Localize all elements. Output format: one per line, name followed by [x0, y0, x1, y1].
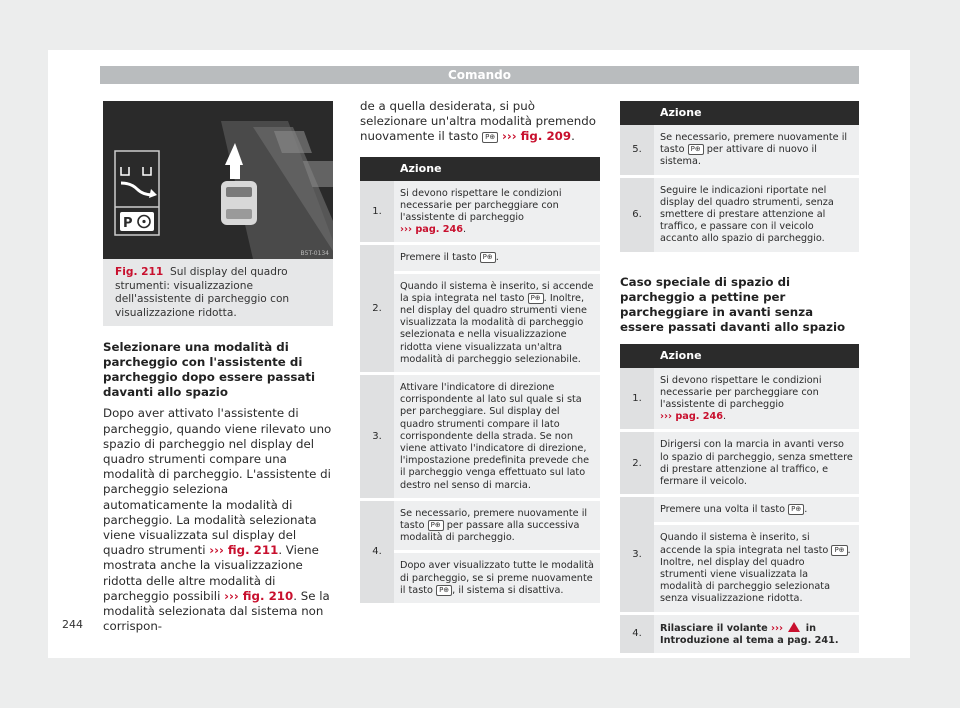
step-number: 3.	[360, 374, 394, 500]
table-row	[360, 552, 600, 605]
section-heading-2: Caso speciale di spazio di parcheggio a pettine per parcheggiare in avanti senza essere passati davanti allo spazio	[620, 274, 846, 334]
table-row	[620, 496, 859, 524]
figure-caption-text: Sul display del quadro strumenti: visualizzazione dell'assistente di parcheggio con visualizzazione ridotta.	[115, 266, 290, 319]
image-code: B5T-0134	[300, 250, 329, 257]
park-assist-key-icon: P⊕	[480, 252, 496, 263]
paragraph-part-continued: . Se la modalità selezionata dal sistema non corrispon-	[103, 588, 330, 634]
park-assist-key-icon: P⊕	[528, 293, 544, 304]
park-assist-key-icon: P⊕	[482, 132, 498, 143]
instrument-display-illustration	[103, 101, 333, 259]
cell-text: .	[804, 504, 808, 516]
step-text	[394, 374, 600, 500]
step-text	[654, 524, 859, 613]
section-body-1	[103, 406, 333, 634]
step-text	[394, 181, 600, 244]
table-row	[620, 524, 859, 613]
park-assist-key-icon: P⊕	[688, 144, 704, 155]
park-assist-key-icon: P⊕	[831, 545, 847, 556]
step-number: 2.	[360, 244, 394, 374]
cell-text: . Inoltre, nel display del quadro strumenti viene visualizzata la modalità di parcheggio selezionata senza visualizzazione ridotta.	[660, 544, 851, 605]
table-row	[360, 272, 600, 373]
table-row	[620, 613, 859, 654]
page-header: Comando	[100, 66, 859, 84]
cell-text: .	[723, 411, 727, 423]
step-number: 1.	[360, 181, 394, 244]
figure-label: Fig. 211	[115, 266, 164, 278]
page-number: 244	[62, 618, 83, 631]
step-text	[654, 613, 859, 654]
cell-text: . Inoltre, nel display del quadro strumenti viene visualizzata la modalità di parcheggio selezionata e nella visualizzazione ridotta viene visualizzata un'altra modalità di parcheggio selezionabile.	[400, 292, 587, 365]
cell-text: Si devono rispettare le condizioni necessarie per parcheggiare con l'assistente di parcheggio	[660, 374, 822, 411]
paragraph-part: .	[571, 129, 575, 144]
table-row	[360, 244, 600, 272]
cell-text: per attivare di nuovo il sistema.	[660, 144, 817, 168]
cell-text: in Introduzione al tema a pag. 241.	[660, 622, 839, 646]
cell-text: Premere il tasto	[400, 252, 477, 264]
step-number: 6.	[620, 176, 654, 253]
park-assist-key-icon: P⊕	[436, 585, 452, 596]
step-text	[654, 176, 859, 253]
figure-link[interactable]: ››› fig. 210	[224, 588, 294, 603]
table-header-num	[360, 157, 394, 181]
table-row	[620, 125, 859, 176]
cell-text: , il sistema si disattiva.	[452, 584, 564, 596]
paragraph-part: . Viene mostrata anche la visualizzazione ridotta delle altre modalità di parcheggio possibili	[103, 543, 319, 603]
page-link[interactable]: ››› pag. 246	[660, 411, 724, 423]
step-text	[654, 431, 859, 496]
warning-icon	[788, 622, 800, 632]
cell-text: Quando il sistema è inserito, si accende la spia integrata nel tasto	[660, 532, 829, 556]
cell-text: Premere una volta il tasto	[660, 504, 786, 516]
step-number: 1.	[620, 368, 654, 431]
figure-211-image	[103, 101, 333, 259]
table-row	[620, 176, 859, 253]
cell-text: Dirigersi con la marcia in avanti verso lo spazio di parcheggio, senza smettere di prestare attenzione al traffico, e fermare il veicolo.	[660, 439, 853, 488]
step-number: 3.	[620, 496, 654, 613]
table-row	[360, 374, 600, 500]
table-header-action: Azione	[654, 344, 859, 368]
step-text	[394, 499, 600, 552]
parking-letter: P	[123, 216, 133, 231]
figure-link[interactable]: ››› fig. 209	[501, 129, 572, 144]
table-header-num	[620, 344, 654, 368]
column-middle	[360, 101, 600, 606]
table-header-action: Azione	[654, 101, 859, 125]
table-row	[620, 368, 859, 431]
step-number: 5.	[620, 125, 654, 176]
action-table-2	[620, 101, 859, 255]
paragraph-part: Dopo aver attivato l'assistente di parcheggio, quando viene rilevato uno spazio di parcheggio nel display del quadro strumenti compare una modalità di parcheggio. L'assistente di parcheggio seleziona automaticamente la modalità di parcheggio. La modalità selezionata viene visualizzata sul display del quadro strumenti	[103, 406, 332, 558]
section-body-1-continued	[360, 99, 600, 145]
table-row	[360, 181, 600, 244]
step-text	[654, 496, 859, 524]
column-left	[103, 101, 333, 634]
cell-text: .	[495, 252, 499, 264]
step-text	[394, 272, 600, 373]
column-right	[620, 101, 859, 656]
cell-text: Si devono rispettare le condizioni necessarie per parcheggiare con l'assistente di parcheggio	[400, 187, 562, 224]
figure-caption	[103, 259, 333, 326]
paragraph-part: de a quella desiderata, si può selezionare un'altra modalità premendo nuovamente il tasto	[360, 99, 596, 144]
cell-text: Rilasciare il volante	[660, 622, 772, 634]
table-row	[360, 499, 600, 552]
cell-text: per passare alla successiva modalità di parcheggio.	[400, 520, 580, 544]
table-header-action: Azione	[394, 157, 600, 181]
action-table-1	[360, 157, 600, 606]
table-header-num	[620, 101, 654, 125]
step-text	[654, 368, 859, 431]
page-link[interactable]: ››› pag. 246	[400, 224, 464, 236]
cell-text: Attivare l'indicatore di direzione corrispondente al lato sul quale si sta per parcheggiare. Sul display del quadro strumenti compare il lato corrispondente della strada. Se non viene attivato l'indicatore di direzione, l'impostazione predefinita prevede che il parcheggio venga effettuato sul lato destro nel senso di marcia.	[400, 382, 590, 491]
cell-text: .	[463, 224, 467, 236]
step-number: 4.	[360, 499, 394, 604]
park-assist-key-icon: P⊕	[788, 504, 804, 515]
cell-text: Se necessario, premere nuovamente il tasto	[400, 507, 588, 532]
step-text	[394, 244, 600, 272]
cell-text: Quando il sistema è inserito, si accende la spia integrata nel tasto	[400, 280, 594, 304]
section-heading-1: Selezionare una modalità di parcheggio con l'assistente di parcheggio dopo essere passati davanti allo spazio	[103, 340, 316, 400]
cell-text: Seguire le indicazioni riportate nel display del quadro strumenti, senza smettere di prestare attenzione al traffico, e passare con il veicolo accanto allo spazio di parcheggio.	[660, 184, 834, 245]
cell-text: Dopo aver visualizzato tutte le modalità di parcheggio, se si preme nuovamente il tasto	[400, 560, 594, 596]
table-row	[620, 431, 859, 496]
action-table-3	[620, 344, 859, 656]
step-text	[394, 552, 600, 605]
step-number: 2.	[620, 431, 654, 496]
page-link[interactable]: ›››	[771, 622, 787, 634]
step-text	[654, 125, 859, 176]
step-number: 4.	[620, 613, 654, 654]
cell-text: Se necessario, premere nuovamente il tasto	[660, 132, 848, 156]
park-assist-key-icon: P⊕	[428, 520, 444, 531]
figure-link[interactable]: ››› fig. 211	[209, 543, 279, 558]
